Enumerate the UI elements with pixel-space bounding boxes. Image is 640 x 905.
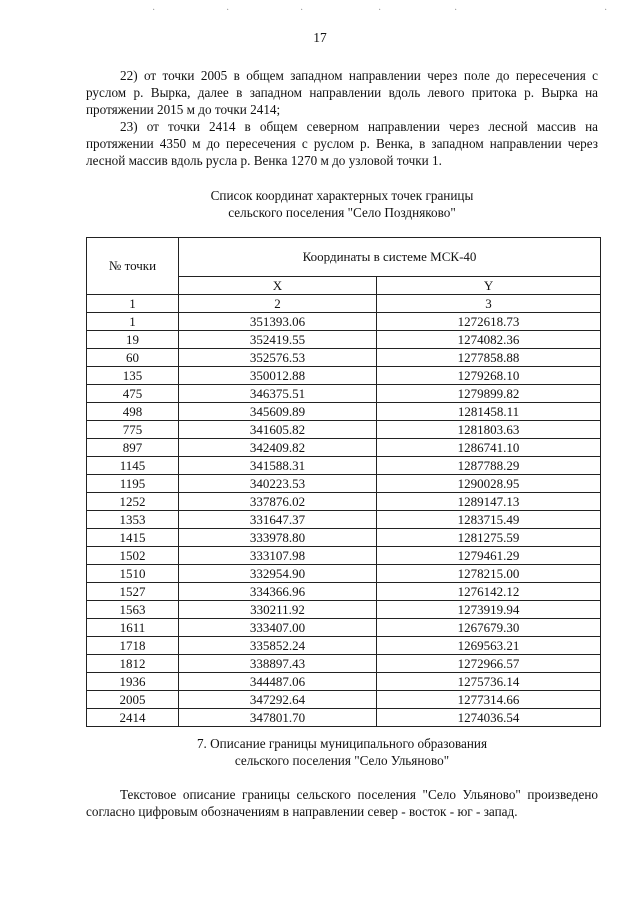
scan-mark: ·: [604, 5, 608, 16]
y-coordinate-cell: 1279268.10: [377, 367, 601, 385]
table-row: [87, 403, 601, 421]
index-cell: 3: [377, 295, 601, 313]
table-row: [87, 583, 601, 601]
y-coordinate-cell: 1273919.94: [377, 601, 601, 619]
point-number-cell: 1252: [87, 493, 179, 511]
x-coordinate-cell: 330211.92: [179, 601, 377, 619]
header-coordinate-system: Координаты в системе МСК-40: [179, 238, 601, 277]
scan-mark: ·: [454, 5, 458, 16]
page-number: 17: [313, 30, 327, 45]
table-row: [87, 493, 601, 511]
x-coordinate-cell: 332954.90: [179, 565, 377, 583]
point-number-cell: 2414: [87, 709, 179, 727]
y-coordinate-cell: 1275736.14: [377, 673, 601, 691]
y-coordinate-cell: 1272966.57: [377, 655, 601, 673]
section-heading-line: 7. Описание границы муниципального образования: [196, 736, 488, 751]
table-row: [87, 313, 601, 331]
header-y: Y: [377, 277, 601, 295]
header-point-number: № точки: [87, 238, 179, 295]
table-row: [87, 619, 601, 637]
y-coordinate-cell: 1277858.88: [377, 349, 601, 367]
point-number-cell: 1527: [87, 583, 179, 601]
x-coordinate-cell: 331647.37: [179, 511, 377, 529]
y-coordinate-cell: 1267679.30: [377, 619, 601, 637]
point-number-cell: 1145: [87, 457, 179, 475]
y-coordinate-cell: 1277314.66: [377, 691, 601, 709]
point-number-cell: 1812: [87, 655, 179, 673]
table-index-row: [87, 295, 601, 313]
table-row: [87, 673, 601, 691]
point-number-cell: 1: [87, 313, 179, 331]
table-caption-line: Список координат характерных точек границы: [210, 188, 474, 203]
x-coordinate-cell: 340223.53: [179, 475, 377, 493]
table-row: [87, 421, 601, 439]
point-number-cell: 1563: [87, 601, 179, 619]
x-coordinate-cell: 345609.89: [179, 403, 377, 421]
x-coordinate-cell: 347292.64: [179, 691, 377, 709]
x-coordinate-cell: 351393.06: [179, 313, 377, 331]
table-row: [87, 331, 601, 349]
table-row: [87, 529, 601, 547]
x-coordinate-cell: 333107.98: [179, 547, 377, 565]
x-coordinate-cell: 342409.82: [179, 439, 377, 457]
x-coordinate-cell: 333407.00: [179, 619, 377, 637]
x-coordinate-cell: 335852.24: [179, 637, 377, 655]
section-heading: [86, 735, 598, 769]
point-number-cell: 1353: [87, 511, 179, 529]
coordinates-table: [86, 237, 601, 727]
x-coordinate-cell: 352419.55: [179, 331, 377, 349]
table-row: [87, 565, 601, 583]
point-number-cell: 475: [87, 385, 179, 403]
section-heading-line: сельского поселения "Село Ульяново": [234, 753, 450, 768]
point-number-cell: 1195: [87, 475, 179, 493]
point-number-cell: 775: [87, 421, 179, 439]
paragraph-point-23: 23) от точки 2414 в общем северном направлении через лесной массив на протяжении 4350 м до пересечения с руслом р. Венка, в западном направлении через лесной массив вдоль русла р. Венка 1270 м до узловой точки 1.: [86, 119, 598, 168]
y-coordinate-cell: 1281458.11: [377, 403, 601, 421]
y-coordinate-cell: 1290028.95: [377, 475, 601, 493]
table-row: [87, 655, 601, 673]
y-coordinate-cell: 1287788.29: [377, 457, 601, 475]
y-coordinate-cell: 1289147.13: [377, 493, 601, 511]
index-cell: 1: [87, 295, 179, 313]
point-number-cell: 897: [87, 439, 179, 457]
x-coordinate-cell: 341605.82: [179, 421, 377, 439]
y-coordinate-cell: 1283715.49: [377, 511, 601, 529]
x-coordinate-cell: 337876.02: [179, 493, 377, 511]
table-row: [87, 691, 601, 709]
x-coordinate-cell: 334366.96: [179, 583, 377, 601]
x-coordinate-cell: 346375.51: [179, 385, 377, 403]
table-row: [87, 439, 601, 457]
table-row: [87, 385, 601, 403]
point-number-cell: 1510: [87, 565, 179, 583]
x-coordinate-cell: 347801.70: [179, 709, 377, 727]
y-coordinate-cell: 1274082.36: [377, 331, 601, 349]
scan-mark: ·: [226, 5, 230, 16]
scan-mark: ·: [378, 5, 382, 16]
table-row: [87, 601, 601, 619]
point-number-cell: 135: [87, 367, 179, 385]
table-caption-line: сельского поселения "Село Поздняково": [228, 205, 456, 220]
section-paragraph: Текстовое описание границы сельского поселения "Село Ульяново" произведено согласно цифровым обозначениям в направлении север - восток - юг - запад.: [86, 787, 598, 819]
point-number-cell: 1611: [87, 619, 179, 637]
point-number-cell: 498: [87, 403, 179, 421]
y-coordinate-cell: 1281275.59: [377, 529, 601, 547]
table-caption: [86, 187, 598, 221]
table-row: [87, 547, 601, 565]
y-coordinate-cell: 1269563.21: [377, 637, 601, 655]
x-coordinate-cell: 352576.53: [179, 349, 377, 367]
scan-mark: ·: [300, 5, 304, 16]
paragraph-point-22: 22) от точки 2005 в общем западном направлении через поле до пересечения с руслом р. Вырка, далее в западном направлении вдоль левого притока р. Вырка на протяжении 2015 м до точки 2414;: [86, 68, 598, 117]
table-row: [87, 367, 601, 385]
point-number-cell: 1415: [87, 529, 179, 547]
table-row: [87, 457, 601, 475]
y-coordinate-cell: 1286741.10: [377, 439, 601, 457]
scan-mark: ·: [152, 5, 156, 16]
x-coordinate-cell: 350012.88: [179, 367, 377, 385]
x-coordinate-cell: 344487.06: [179, 673, 377, 691]
point-number-cell: 1502: [87, 547, 179, 565]
point-number-cell: 19: [87, 331, 179, 349]
table-row: [87, 709, 601, 727]
x-coordinate-cell: 333978.80: [179, 529, 377, 547]
point-number-cell: 60: [87, 349, 179, 367]
header-x: X: [179, 277, 377, 295]
y-coordinate-cell: 1279899.82: [377, 385, 601, 403]
y-coordinate-cell: 1278215.00: [377, 565, 601, 583]
table-row: [87, 349, 601, 367]
point-number-cell: 2005: [87, 691, 179, 709]
table-row: [87, 475, 601, 493]
index-cell: 2: [179, 295, 377, 313]
y-coordinate-cell: 1281803.63: [377, 421, 601, 439]
y-coordinate-cell: 1276142.12: [377, 583, 601, 601]
x-coordinate-cell: 341588.31: [179, 457, 377, 475]
point-number-cell: 1936: [87, 673, 179, 691]
y-coordinate-cell: 1274036.54: [377, 709, 601, 727]
y-coordinate-cell: 1272618.73: [377, 313, 601, 331]
y-coordinate-cell: 1279461.29: [377, 547, 601, 565]
table-row: [87, 511, 601, 529]
table-row: [87, 637, 601, 655]
x-coordinate-cell: 338897.43: [179, 655, 377, 673]
point-number-cell: 1718: [87, 637, 179, 655]
